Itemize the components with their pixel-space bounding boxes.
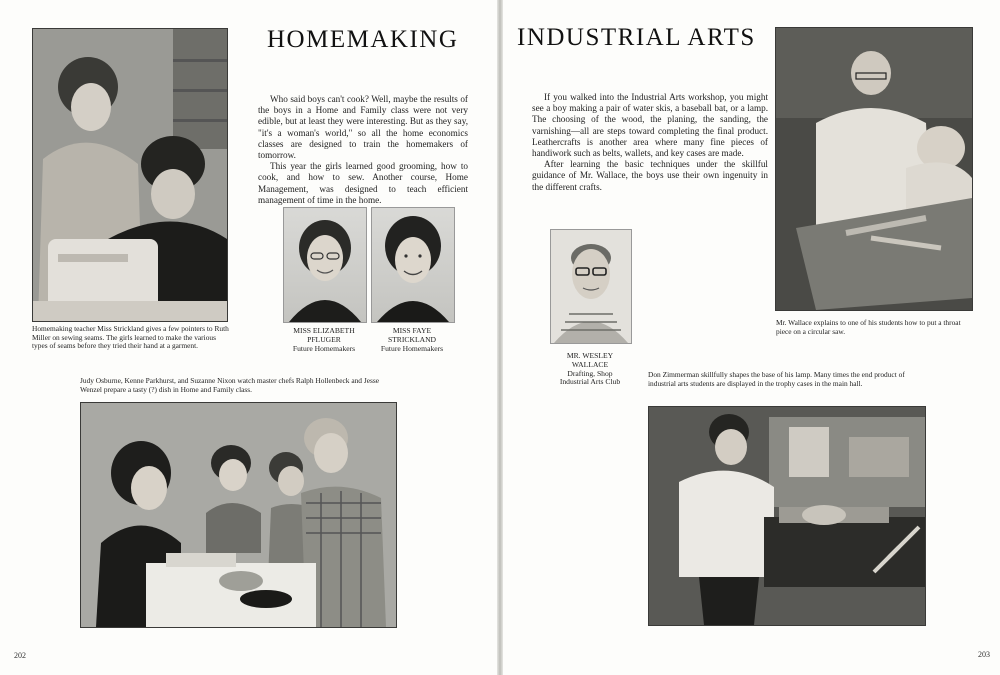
industrial-arts-paragraph: If you walked into the Industrial Arts workshop, you might see a boy making a pair of water skis, a baseball bat, or a lamp. The choosing of the wood, the planing, the sanding, the varnishing—all are steps toward completing the final product. Leathercrafts is another area where many fine pieces of handiwork such as belts, wallets, and key cases are made. <box>532 92 768 159</box>
saw-photo <box>775 27 973 311</box>
homemaking-body <box>258 94 468 206</box>
pfluger-caption: MISS ELIZABETH PFLUGER Future Homemakers <box>292 326 356 353</box>
sewing-caption: Homemaking teacher Miss Strickland gives a few pointers to Ruth Miller on sewing seams. The girls learned to make the various types of seams before they tried their hand at a garment. <box>32 324 229 351</box>
portrait-wallace <box>550 229 632 344</box>
cooking-caption: Judy Osburne, Kenne Parkhurst, and Suzanne Nixon watch master chefs Ralph Hollenbeck and Jesse Wenzel prepare a tasty (?) dish in Home and Family class. <box>80 376 380 394</box>
homemaking-title: HOMEMAKING <box>267 26 459 53</box>
lathe-caption: Don Zimmerman skillfully shapes the base of his lamp. Many times the end product of industrial arts students are displayed in the trophy cases in the main hall. <box>648 370 905 388</box>
page-number-left: 202 <box>14 651 26 660</box>
left-page <box>0 0 497 675</box>
right-page <box>503 0 1000 675</box>
sewing-photo <box>32 28 228 322</box>
industrial-arts-body <box>532 92 768 193</box>
portrait-strickland <box>371 207 455 323</box>
cooking-photo <box>80 402 397 628</box>
homemaking-paragraph: Who said boys can't cook? Well, maybe the results of the boys in a Home and Family class were not very edible, but at least they were interesting. But as they say, "it's a woman's world," so all the home economics classes are designed to train the homemakers of tomorrow. <box>258 94 468 161</box>
saw-caption: Mr. Wallace explains to one of his students how to put a throat piece on a circular saw. <box>776 318 961 336</box>
portrait-pfluger <box>283 207 367 323</box>
strickland-caption: MISS FAYE STRICKLAND Future Homemakers <box>380 326 444 353</box>
industrial-arts-title: INDUSTRIAL ARTS <box>517 24 756 51</box>
lathe-photo <box>648 406 926 626</box>
wallace-caption: MR. WESLEY WALLACE Drafting, Shop Industrial Arts Club <box>559 351 621 387</box>
industrial-arts-paragraph: After learning the basic techniques under the skillful guidance of Mr. Wallace, the boys use their own ingenuity in the different crafts. <box>532 159 768 192</box>
page-number-right: 203 <box>978 650 990 659</box>
homemaking-paragraph: This year the girls learned good grooming, how to cook, and how to sew. Another course, Home Management, was designed to teach efficient management of time in the home. <box>258 161 468 205</box>
